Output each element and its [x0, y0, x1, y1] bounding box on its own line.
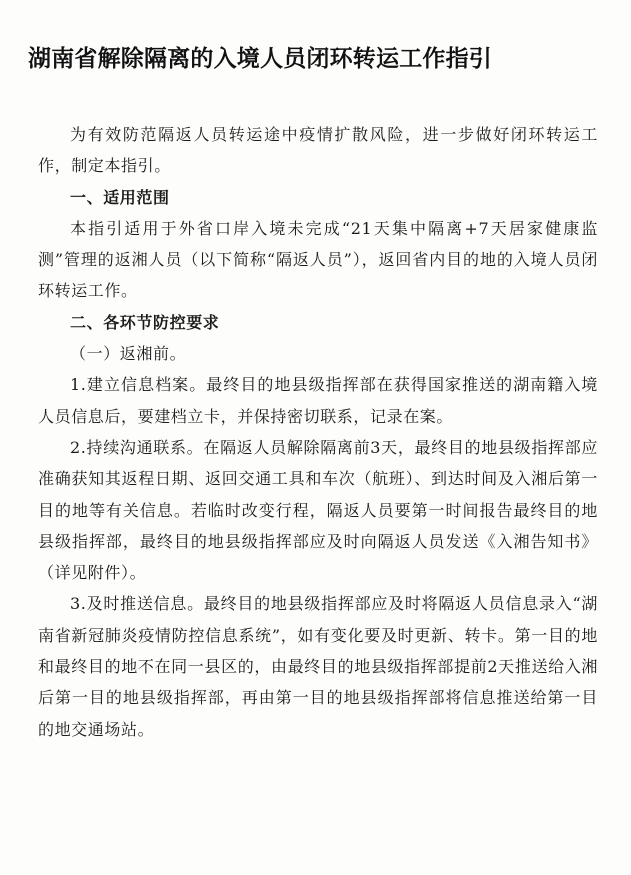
requirement-item-label: 1.建立信息档案。 — [70, 375, 207, 395]
document-body — [38, 119, 598, 745]
scope-paragraph: 本指引适用于外省口岸入境未完成“21天集中隔离+7天居家健康监测”管理的返湘人员（以下简称“隔返人员”），返回省内目的地的入境人员闭环转运工作。 — [38, 218, 598, 301]
document-title: 湖南省解除隔离的入境人员闭环转运工作指引 — [28, 46, 492, 72]
intro-paragraph: 为有效防范隔返人员转运途中疫情扩散风险，进一步做好闭环转运工作，制定本指引。 — [38, 125, 598, 176]
requirement-item-label: 3.及时推送信息。 — [70, 594, 204, 614]
requirement-item-text: 最终目的地县级指挥部在获得国家推送的湖南籍入境人员信息后，要建档立卡，并保持密切联系，记录在案。 — [38, 375, 598, 426]
requirement-item — [38, 369, 598, 432]
section-heading-scope: 一、适用范围 — [70, 187, 170, 207]
section-heading-requirements: 二、各环节防控要求 — [70, 312, 220, 332]
requirement-item-text: 在隔返人员解除隔离前3天，最终目的地县级指挥部应准确获知其返程日期、返回交通工具和车次（航班）、到达时间及入湘后第一目的地等有关信息。若临时改变行程，隔返人员要第一时间报告最终目的地县级指挥部，最终目的地县级指挥部应及时向隔返人员发送《入湘告知书》（详见附件）。 — [38, 437, 598, 583]
requirement-item — [38, 588, 598, 744]
subsection-heading-before-return: （一）返湘前。 — [70, 344, 187, 364]
requirement-item-label: 2.持续沟通联系。 — [70, 437, 204, 457]
requirement-item-text: 最终目的地县级指挥部应及时将隔返人员信息录入“湖南省新冠肺炎疫情防控信息系统”，如有变化要及时更新、转卡。第一目的地和最终目的地不在同一县区的，由最终目的地县级指挥部提前2天推送给入湘后第一目的地县级指挥部，再由第一目的地县级指挥部将信息推送给第一目的地交通场站。 — [38, 594, 598, 739]
requirement-item — [38, 432, 598, 588]
